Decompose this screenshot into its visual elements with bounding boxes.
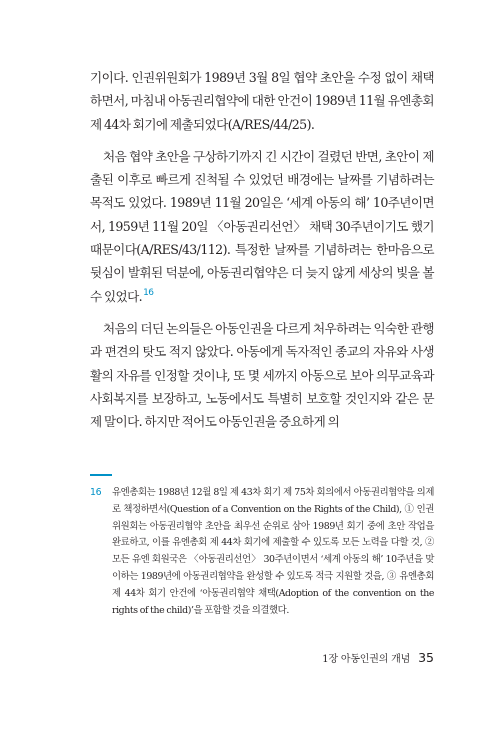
- paragraph-3: [90, 317, 434, 433]
- paragraph-2-text: 처음 협약 초안을 구상하기까지 긴 시간이 걸렸던 반면, 초안이 제출된 이후로 빠르게 진척될 수 있었던 배경에는 날짜를 기념하려는 목적도 있었다. 1989년 11월 20일은 ‘세계 아동의 해’ 10주년이면서, 1959년 11월 20일 〈아동권리선언〉 채택 30주년이기도 했기 때문이다(A/RES/43/112). 특정한 날짜를 기념하려는 한마음으로 뒷심이 발휘된 덕분에, 아동권리협약은 더 늦지 않게 세상의 빛을 볼 수 있었다.: [90, 148, 434, 304]
- running-footer: [322, 650, 434, 668]
- footnote-16: [90, 485, 434, 619]
- footnote-separator: [90, 474, 112, 476]
- paragraph-3-text: 처음의 더딘 논의들은 아동인권을 다르게 처우하려는 익숙한 관행과 편견의 탓도 적지 않았다. 아동에게 독자적인 종교의 자유와 사생활의 자유를 인정할 것이냐, 또 몇 세까지 아동으로 보아 의무교육과 사회복지를 보장하고, 노동에서도 특별히 보호할 것인지와 같은 문제 말이다. 하지만 적어도 아동인권을 중요하게 의: [90, 320, 434, 430]
- footnote-reference-16[interactable]: 16: [143, 288, 154, 299]
- page-number: 35: [418, 650, 434, 665]
- footnote-number: 16: [90, 487, 102, 498]
- footnote-text: 유엔총회는 1988년 12월 8일 제 43차 회기 제 75차 회의에서 아동권리협약을 의제로 책정하면서(Question of a Convention on the Rights of the Child), ① 인권위원회는 아동권리협약 초안을 최우선 순위로 삼아 1989년 회기 중에 초안 작업을 완료하고, 이를 유엔총회 제 44차 회기에 제출할 수 있도록 모든 노력을 다할 것, ② 모든 유엔 회원국은 〈아동권리선언〉 30주년이면서 ‘세계 아동의 해’ 10주년을 맞이하는 1989년에 아동권리협약을 완성할 수 있도록 적극 지원할 것을, ③ 유엔총회 제 44차 회기 안건에 ‘아동권리협약 채택(Adoption of the convention on the rights of the child)’을 포함할 것을 의결했다.: [112, 487, 434, 616]
- paragraph-1: [90, 66, 434, 136]
- chapter-title: 1장 아동인권의 개념: [322, 654, 411, 665]
- body-text: [90, 66, 434, 442]
- paragraph-2: [90, 145, 434, 308]
- paragraph-1-text: 기이다. 인권위원회가 1989년 3월 8일 협약 초안을 수정 없이 채택하면서, 마침내 아동권리협약에 대한 안건이 1989년 11월 유엔총회 제 44차 회기에 제출되었다(A/RES/44/25).: [90, 70, 434, 132]
